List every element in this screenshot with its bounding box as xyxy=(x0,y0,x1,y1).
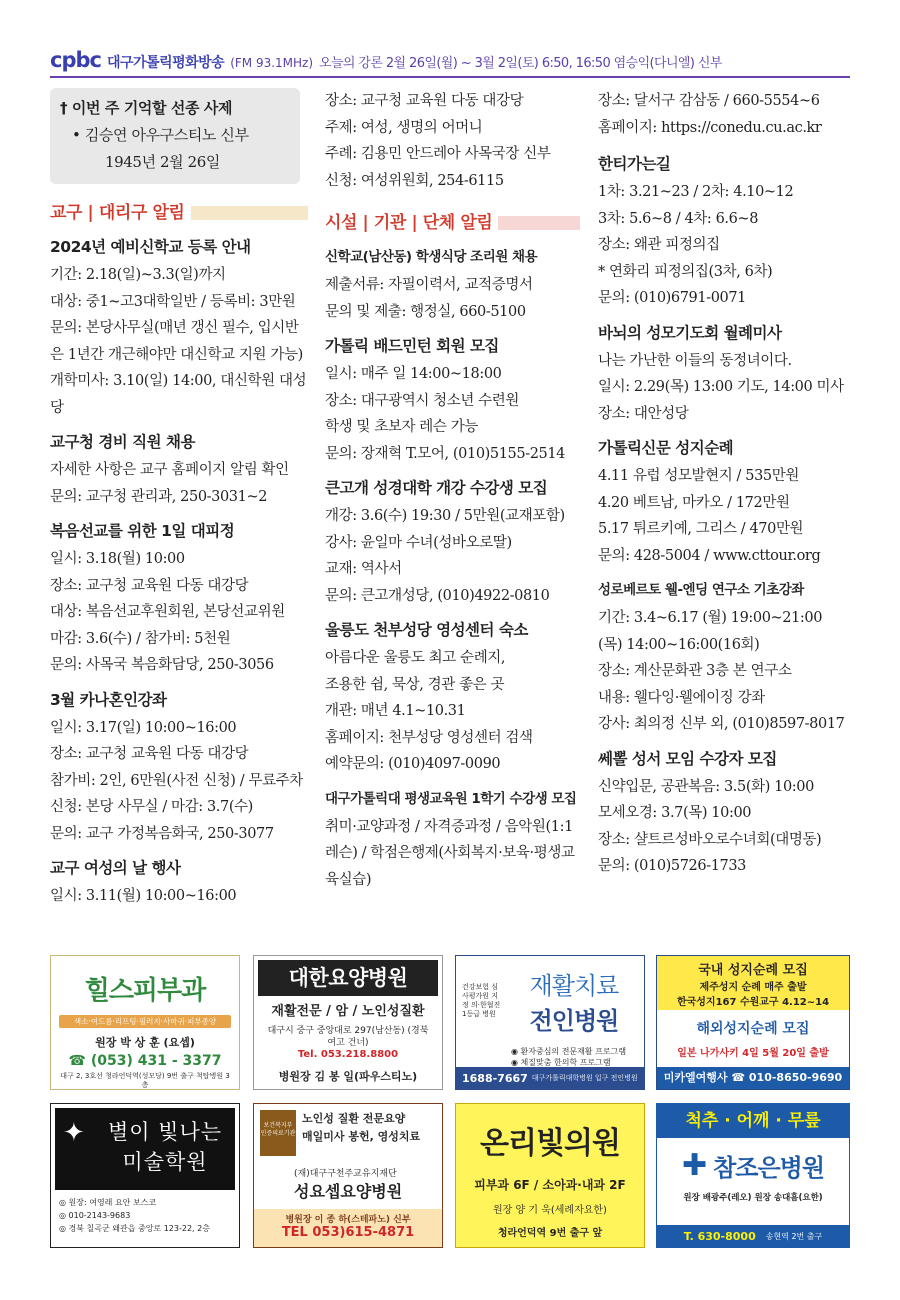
notice-heading: 교구 여성의 날 행사 xyxy=(50,859,181,877)
ad-line: 한국성지167 수원교구 4.12~14 xyxy=(676,997,830,1008)
memorial-box xyxy=(50,88,300,184)
ad-line: 매일미사 봉헌, 영성치료 xyxy=(302,1130,421,1143)
ad-location: 청라언덕역 9번 출구 앞 xyxy=(497,1228,603,1239)
ad-michael-travel[interactable] xyxy=(656,955,850,1090)
notice-line: 학생 및 초보자 레슨 가능 xyxy=(325,419,478,435)
ad-title: 국내 성지순례 모집 xyxy=(698,963,808,978)
notice-heading: 가톨릭신문 성지순례 xyxy=(598,439,734,457)
notice-line: 나는 가난한 이들의 동정녀이다. xyxy=(598,352,792,369)
homily-schedule: 오늘의 강론 2월 26일(월) ~ 3월 2일(토) 6:50, 16:50 염승익(다니엘) 신부 xyxy=(319,56,722,71)
ad-subtitle: 재활전문 / 암 / 노인성질환 xyxy=(271,1004,425,1019)
ad-director: 원장 양 기 욱(세례자요한) xyxy=(493,1205,607,1216)
ad-program: ◉ 환자중심의 전문재활 프로그램 xyxy=(511,1047,627,1056)
ad-director: 원장 배광주(레오) 원장 송대흠(요한) xyxy=(683,1193,823,1203)
notice-line: 4.11 유럽 성모발현지 / 535만원 xyxy=(598,468,799,484)
notice-line: 신약입문, 공관복음: 3.5(화) 10:00 xyxy=(598,778,814,795)
notice-line: 문의: 사목국 복음화담당, 250-3056 xyxy=(50,657,274,673)
notice-line: 내용: 웰다잉·웰에이징 강좌 xyxy=(598,689,765,706)
ad-phone: 미카엘여행사 ☎ 010-8650-9690 xyxy=(657,1067,849,1089)
notice-line: 3차: 5.6~8 / 4차: 6.6~8 xyxy=(598,210,759,227)
ad-phone: ☎ (053) 431 - 3377 xyxy=(68,1053,222,1069)
notice-line: 제출서류: 자필이력서, 교적증명서 xyxy=(325,277,533,293)
facility-notice xyxy=(598,149,853,312)
facility-notice xyxy=(598,433,853,569)
notice-heading: 교구청 경비 직원 채용 xyxy=(50,433,195,451)
notice-line: 기간: 3.4~6.17 (월) 19:00~21:00 xyxy=(598,610,823,626)
ad-hills-dermatology[interactable] xyxy=(50,955,240,1090)
notice-line: 대상: 중1~고3대학일반 / 등록비: 3만원 xyxy=(50,293,296,310)
memorial-title: † 이번 주 기억할 선종 사제 xyxy=(60,99,233,117)
notice-line: 취미·교양과정 / 자격증과정 / 음악원(1:1레슨) / 학점은행제(사회복지·보육·평생교육실습) xyxy=(325,818,575,888)
notice-heading: 쎄뽈 성서 모임 수강자 모집 xyxy=(598,749,777,768)
facility-notice xyxy=(598,318,853,428)
notice-line: 장소: 교구청 교육원 다동 대강당 xyxy=(325,93,524,109)
notice-line: 개학미사: 3.10(일) 14:00, 대신학원 대성당 xyxy=(50,373,307,416)
notice-line: 장소: 대구광역시 청소년 수련원 xyxy=(325,392,520,409)
continued-notice xyxy=(325,88,580,194)
diocese-notice xyxy=(50,685,308,848)
diocese-notice xyxy=(50,853,308,910)
ad-footer: 대구가톨릭대학병원 입구 전인병원 xyxy=(531,1074,638,1082)
notice-heading: 신학교(남산동) 학생식당 조리원 채용 xyxy=(325,249,538,265)
ad-phone: 1688-7667 xyxy=(462,1071,528,1085)
notice-line: 기간: 2.18(일)~3.3(일)까지 xyxy=(50,267,226,283)
ad-tags: 색소·여드름·리프팅·필러지·사마귀·피부종양 xyxy=(59,1015,231,1028)
diocese-notice xyxy=(50,232,308,421)
notice-line: 문의: (010)6791-0071 xyxy=(598,290,747,306)
notice-line: 주례: 김용민 안드레아 사목국장 신부 xyxy=(325,146,551,162)
notice-line: * 연화리 피정의집(3차, 6차) xyxy=(598,263,773,280)
notice-line: 신청: 여성위원회, 254-6115 xyxy=(325,172,504,189)
ad-title: 성요셉요양병원 xyxy=(294,1182,403,1201)
column-3 xyxy=(598,88,853,880)
ad-title: 미술학원 xyxy=(122,1150,208,1174)
memorial-line: 1945년 2월 26일 xyxy=(105,153,221,171)
ad-director: 병원장 이 종 하(스테파노) 신부 xyxy=(285,1215,411,1225)
notice-line: 문의 및 제출: 행정실, 660-5100 xyxy=(325,303,526,320)
notice-line: 주제: 여성, 생명의 어머니 xyxy=(325,119,483,136)
ad-title: 해외성지순례 모집 xyxy=(696,1021,810,1037)
notice-line: 모세오경: 3.7(목) 10:00 xyxy=(598,805,752,821)
notice-heading: 대구가톨릭대 평생교육원 1학기 수강생 모집 xyxy=(325,790,577,807)
notice-line: 문의: 본당사무실(매년 갱신 필수, 입시반은 1년간 개근해야만 대신학교 지원 가능) xyxy=(50,320,303,363)
notice-line: 조용한 쉼, 묵상, 경관 좋은 곳 xyxy=(325,676,505,693)
memorial-line: • 김승연 아우구스티노 신부 xyxy=(72,126,249,144)
ad-st-joseph-hospital[interactable] xyxy=(253,1103,443,1248)
notice-heading: 가톨릭 배드민턴 회원 모집 xyxy=(325,337,499,355)
notice-line: 일시: 3.17(일) 10:00~16:00 xyxy=(50,719,237,736)
ad-subtitle: 피부과 6F / 소아과·내과 2F xyxy=(474,1178,626,1192)
diocese-notice xyxy=(50,427,308,510)
notice-line: 개관: 매년 4.1~10.31 xyxy=(325,703,466,719)
notice-heading: 바뇌의 성모기도회 월례미사 xyxy=(598,323,782,342)
notice-line: 참가비: 2인, 6만원(사전 신청) / 무료주차 xyxy=(50,772,303,789)
notice-line: 교재: 역사서 xyxy=(325,561,402,577)
notice-line: 장소: 교구청 교육원 다동 대강당 xyxy=(50,746,249,762)
notice-line: 장소: 계산문화관 3층 본 연구소 xyxy=(598,663,792,679)
ad-phone: Tel. 053.218.8800 xyxy=(297,1049,399,1060)
ad-title: 별이 빛나는 xyxy=(107,1120,223,1144)
notice-line: 홈페이지: https://conedu.cu.ac.kr xyxy=(598,119,822,136)
facility-notice xyxy=(325,331,580,467)
ad-daehan-hospital[interactable] xyxy=(253,955,443,1090)
notice-line: 강사: 윤일마 수녀(성바오로딸) xyxy=(325,534,512,551)
notice-line: 홈페이지: 천부성당 영성센터 검색 xyxy=(325,729,533,746)
continued-notice xyxy=(598,88,853,141)
ad-onlybit-clinic[interactable] xyxy=(455,1103,645,1248)
ad-title: 온리빛의원 xyxy=(480,1126,620,1161)
notice-line: 자세한 사항은 교구 홈페이지 알림 확인 xyxy=(50,462,289,478)
notice-heading: 울릉도 천부성당 영성센터 숙소 xyxy=(325,621,528,639)
ad-line: 일본 나가사키 4일 5월 20일 출발 xyxy=(677,1048,829,1059)
ad-specialty: 척추 · 어깨 · 무릎 xyxy=(657,1104,849,1138)
notice-line: 문의: 장재혁 T.모어, (010)5155-2514 xyxy=(325,445,566,462)
ad-line: ◎ 원장: 여영래 요안 보스코 xyxy=(59,1198,157,1207)
notice-heading: 3월 카나혼인강좌 xyxy=(50,690,167,709)
ad-program: ◉ 체질맞춤 한의학 프로그램 xyxy=(511,1058,611,1067)
notice-line: 장소: 교구청 교육원 다동 대강당 xyxy=(50,577,249,594)
notice-line: 문의: 큰고개성당, (010)4922-0810 xyxy=(325,587,550,604)
notice-heading: 복음선교를 위한 1일 대피정 xyxy=(50,522,235,540)
column-1 xyxy=(50,88,308,910)
notice-line: 예약문의: (010)4097-0090 xyxy=(325,756,501,772)
notice-line: 장소: 달서구 감삼동 / 660-5554~6 xyxy=(598,93,820,109)
ad-title: 재활치료 xyxy=(529,972,619,1000)
station-name: 대구가톨릭평화방송 xyxy=(106,55,225,71)
ad-foundation: (재)대구구천주교유지재단 xyxy=(294,1169,397,1179)
notice-line: 마감: 3.6(수) / 참가비: 5천원 xyxy=(50,630,231,647)
ad-chamjoeun-hospital[interactable] xyxy=(656,1103,850,1248)
ad-title: 대한요양병원 xyxy=(258,960,438,996)
facility-notice xyxy=(325,615,580,778)
ad-line: 제주성지 순례 매주 출발 xyxy=(699,982,807,993)
ad-title: 참조은병원 xyxy=(713,1154,825,1182)
ad-director: 원장 박 상 훈 (요셉) xyxy=(95,1036,195,1049)
column-2 xyxy=(325,88,580,893)
notice-line: 신청: 본당 사무실 / 마감: 3.7(수) xyxy=(50,799,253,815)
section-band-diocese: 교구 | 대리구 알림 xyxy=(50,200,308,226)
ad-jeonin-hospital[interactable] xyxy=(455,955,645,1090)
ad-location: 송현역 2번 출구 xyxy=(765,1231,823,1241)
ad-address: 대구시 중구 중앙대로 297(남산동) (경북여고 건너) xyxy=(267,1026,429,1048)
notice-line: 일시: 매주 일 14:00~18:00 xyxy=(325,366,502,382)
facility-notice xyxy=(598,744,853,880)
ad-phone: TEL 053)615-4871 xyxy=(281,1225,415,1240)
notice-line: 아름다운 울릉도 최고 순례지, xyxy=(325,650,506,666)
notice-line: 일시: 3.11(월) 10:00~16:00 xyxy=(50,888,237,904)
notice-line: 장소: 대안성당 xyxy=(598,405,689,422)
station-frequency: (FM 93.1MHz) xyxy=(230,56,314,70)
ad-title: 힐스피부과 xyxy=(84,976,206,1006)
notice-line: 장소: 샬트르성바오로수녀회(대명동) xyxy=(598,831,822,848)
ad-director: 병원장 김 봉 일(파우스티노) xyxy=(278,1070,418,1083)
ad-phone: T. 630-8000 xyxy=(683,1229,756,1243)
notice-line: 강사: 최의정 신부 외, (010)8597-8017 xyxy=(598,716,845,732)
notice-line: 일시: 2.29(목) 13:00 기도, 14:00 미사 xyxy=(598,379,844,395)
ad-line: 노인성 질환 전문요양 xyxy=(302,1112,406,1125)
notice-heading: 2024년 예비신학교 등록 안내 xyxy=(50,238,251,256)
notice-line: (목) 14:00~16:00(16회) xyxy=(598,636,760,653)
notice-heading: 한티가는길 xyxy=(598,155,671,173)
notice-heading: 큰고개 성경대학 개강 수강생 모집 xyxy=(325,479,548,497)
cert-badge-icon: 보건복지부 인증의료기관 xyxy=(260,1110,296,1156)
notice-line: 개강: 3.6(수) 19:30 / 5만원(교재포함) xyxy=(325,508,565,524)
facility-notice xyxy=(598,575,853,738)
notice-line: 4.20 베트남, 마카오 / 172만원 xyxy=(598,494,790,511)
notice-heading: 성로베르토 웰-엔딩 연구소 기초강좌 xyxy=(598,582,804,598)
cpbc-logo: cpbc xyxy=(50,48,101,72)
hospital-logo-icon: ✚ xyxy=(681,1148,708,1183)
notice-line: 1차: 3.21~23 / 2차: 4.10~12 xyxy=(598,184,794,200)
notice-line: 문의: 교구 가정복음화국, 250-3077 xyxy=(50,825,274,842)
star-icon: ✦ xyxy=(63,1118,85,1148)
notice-line: 문의: (010)5726-1733 xyxy=(598,858,747,874)
facility-notice xyxy=(325,473,580,609)
ad-address: 대구 2, 3호선 청라언덕역(성모당) 9번 출구 척탑병원 3층 xyxy=(60,1072,230,1089)
ad-title: 전인병원 xyxy=(529,1007,619,1035)
notice-line: 5.17 튀르키예, 그리스 / 470만원 xyxy=(598,521,804,537)
section-band-facilities: 시설 | 기관 | 단체 알림 xyxy=(325,210,580,236)
notice-line: 대상: 복음선교후원회원, 본당선교위원 xyxy=(50,604,285,620)
ad-line: ◎ 010-2143-9683 xyxy=(59,1211,131,1220)
diocese-notice xyxy=(50,516,308,679)
notice-line: 장소: 왜관 피정의집 xyxy=(598,237,720,253)
page-header xyxy=(50,48,850,78)
notice-line: 문의: 교구청 관리과, 250-3031~2 xyxy=(50,488,268,505)
ad-line: ◎ 경북 칠곡군 왜관읍 중앙로 123-22, 2층 xyxy=(59,1224,210,1233)
facility-notice xyxy=(325,242,580,325)
ad-cert: 건강보험 심사평가원 지정 의·한협진 1등급 병원 xyxy=(462,983,501,1018)
notice-line: 문의: 428-5004 / www.cttour.org xyxy=(598,547,821,564)
facility-notice xyxy=(325,784,580,894)
notice-line: 일시: 3.18(월) 10:00 xyxy=(50,551,185,567)
ad-star-art-academy[interactable] xyxy=(50,1103,240,1248)
